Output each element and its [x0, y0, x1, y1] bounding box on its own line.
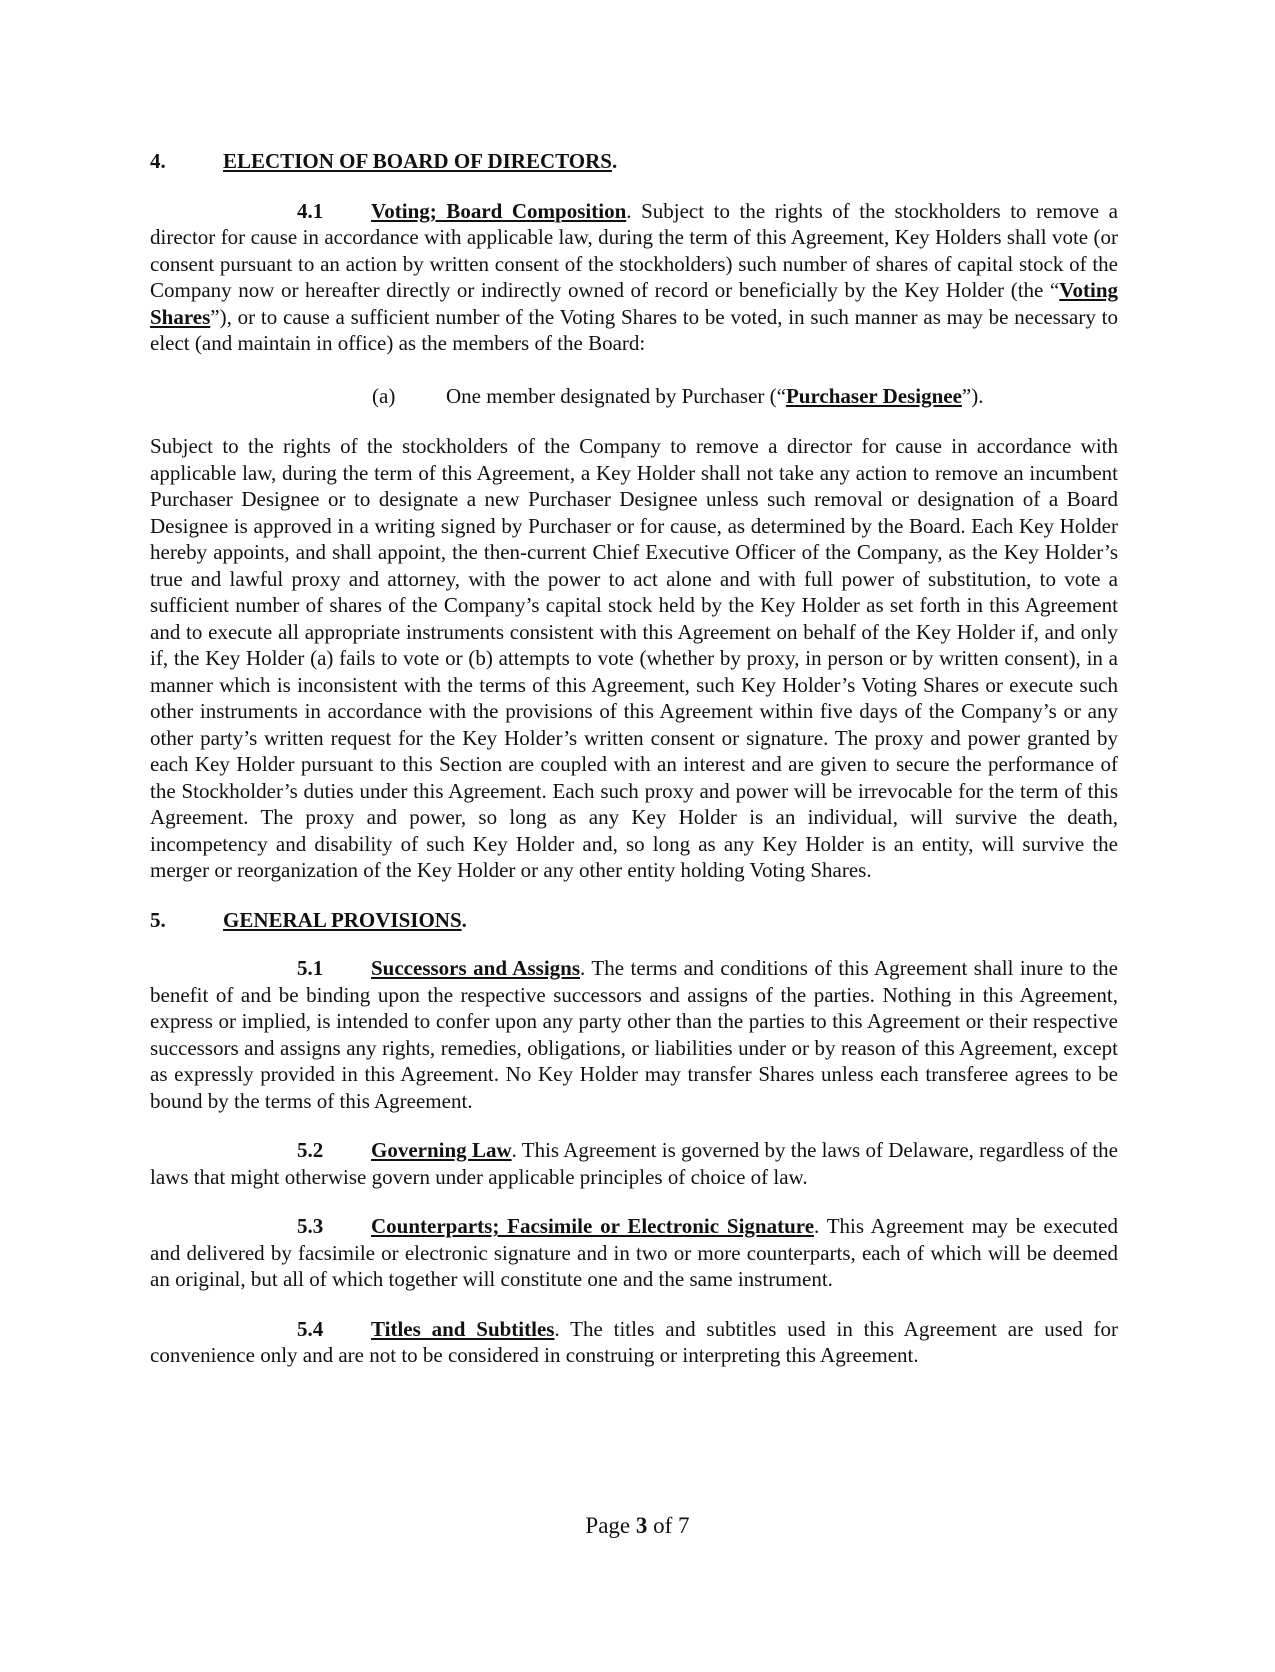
section-5-1-paragraph: [150, 955, 1118, 1114]
subsection-number: 4.1: [297, 198, 324, 223]
body-text: . This Agreement is governed by the laws of Delaware, regardless of the laws that might otherwise govern under applicable principles of choice of law.: [150, 1138, 1119, 1189]
defined-term: Voting Shares: [150, 278, 1118, 329]
document-page: [150, 148, 1118, 1369]
section-5-2-paragraph: [150, 1137, 1118, 1190]
body-text: . The terms and conditions of this Agreement shall inure to the benefit of and be binding upon the respective successors and assigns of the parties. Nothing in this Agreement, express or implied, is intended to confer upon any party other than the parties to this Agreement or their respective successors and assigns any rights, remedies, obligations, or liabilities under or by reason of this Agreement, except as expressly provided in this Agreement. No Key Holder may transfer Shares unless each transferee agrees to be bound by the terms of this Agreement.: [150, 956, 1118, 1113]
body-text: ”), or to cause a sufficient number of the Voting Shares to be voted, in such manner as may be necessary to elect (and maintain in office) as the members of the Board:: [150, 304, 1118, 355]
body-text: . Subject to the rights of the stockholders to remove a director for cause in accordance with applicable law, during the term of this Agreement, Key Holders shall vote (or consent pursuant to an action by written consent of the stockholders) such number of shares of capital stock of the Company now or hereafter directly or indirectly owned of record or beneficially by the Key Holder (the “: [150, 198, 1118, 302]
section-4-1-continuation: Subject to the rights of the stockholders of the Company to remove a director for cause in accordance with applicable law, during the term of this Agreement, a Key Holder shall not take any action to remove an incumbent Purchaser Designee or to designate a new Purchaser Designee unless such removal or designation of a Board Designee is approved in a writing signed by Purchaser or for cause, as determined by the Board. Each Key Holder hereby appoints, and shall appoint, the then-current Chief Executive Officer of the Company, as the Key Holder’s true and lawful proxy and attorney, with the power to act alone and with full power of substitution, to vote a sufficient number of shares of the Company’s capital stock held by the Key Holder as set forth in this Agreement and to execute all appropriate instruments consistent with this Agreement on behalf of the Key Holder if, and only if, the Key Holder (a) fails to vote or (b) attempts to vote (whether by proxy, in person or by written consent), in a manner which is inconsistent with the terms of this Agreement, such Key Holder’s Voting Shares or execute such other instruments in accordance with the provisions of this Agreement within five days of the Company’s or any other party’s written request for the Key Holder’s written consent or signature. The proxy and power granted by each Key Holder pursuant to this Section are coupled with an interest and are given to secure the performance of the Stockholder’s duties under this Agreement. Each such proxy and power will be irrevocable for the term of this Agreement. The proxy and power, so long as any Key Holder is an individual, will survive the death, incompetency and disability of such Key Holder and, so long as any Key Holder is an entity, will survive the merger or reorganization of the Key Holder or any other entity holding Voting Shares.: [150, 434, 1118, 882]
body-text: . This Agreement may be executed and delivered by facsimile or electronic signature and in two or more counterparts, each of which will be deemed an original, but all of which together will constitute one and the same instrument.: [150, 1214, 1118, 1291]
defined-term: Purchaser Designee: [785, 383, 962, 408]
list-item-a: [150, 383, 1118, 410]
section-number: 5.: [150, 907, 166, 932]
heading-period: .: [461, 907, 467, 932]
footer-page-number: 3: [635, 1513, 648, 1538]
page-footer: [0, 1513, 1275, 1539]
list-item-label: (a): [372, 383, 396, 408]
subsection-number: 5.2: [297, 1138, 324, 1162]
section-title: GENERAL PROVISIONS: [223, 907, 462, 932]
body-text: ”).: [961, 383, 984, 408]
subsection-title: Titles and Subtitles: [371, 1316, 555, 1341]
footer-suffix: of 7: [647, 1513, 690, 1538]
subsection-title: Counterparts; Facsimile or Electronic Signature: [371, 1214, 815, 1238]
body-text: . The titles and subtitles used in this Agreement are used for convenience only and are not to be considered in construing or interpreting this Agreement.: [150, 1316, 1119, 1367]
subsection-number: 5.1: [297, 956, 324, 980]
heading-period: .: [611, 149, 618, 173]
section-5-3-paragraph: [150, 1213, 1118, 1293]
subsection-number: 5.4: [297, 1316, 324, 1341]
subsection-title: Governing Law: [371, 1138, 512, 1162]
section-5-4-paragraph: [150, 1316, 1118, 1369]
section-title: ELECTION OF BOARD OF DIRECTORS: [223, 149, 612, 173]
section-number: 4.: [150, 149, 166, 173]
section-4-1-paragraph: [150, 198, 1118, 357]
subsection-title: Voting; Board Composition: [371, 198, 627, 223]
subsection-number: 5.3: [297, 1214, 324, 1238]
section-4-heading: [150, 148, 1118, 175]
body-text: One member designated by Purchaser (“: [446, 383, 786, 408]
subsection-title: Successors and Assigns: [371, 956, 581, 980]
footer-prefix: Page: [585, 1513, 636, 1538]
section-5-heading: [150, 907, 1118, 934]
